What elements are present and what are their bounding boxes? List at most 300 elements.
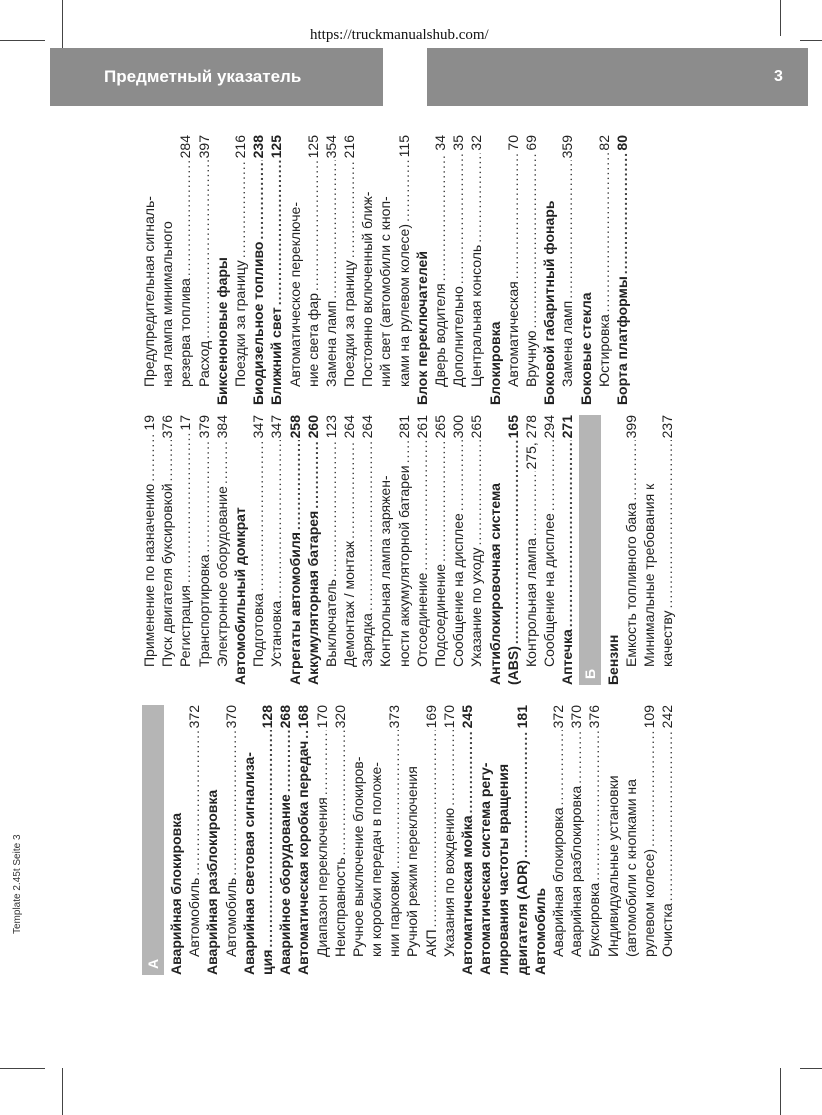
page-ref: 261 (413, 415, 430, 439)
page-ref: 359 (559, 135, 576, 159)
dot-leader (658, 730, 676, 901)
page-ref: 258 (286, 415, 303, 439)
index-subentry (385, 705, 403, 975)
crop-mark (0, 40, 45, 41)
entry-text: Автомобиль (222, 877, 239, 957)
entry-text: Демонтаж / монтаж (341, 540, 358, 667)
index-subentry (522, 135, 540, 405)
page-ref: 384 (213, 415, 230, 439)
page-ref: 70 (504, 135, 521, 151)
index-term (604, 415, 622, 685)
entry-text: Биодизельное топливо (250, 241, 267, 405)
entry-text: Агрегаты автомобиля (286, 532, 303, 685)
template-label: Template 2.45t Seite 3 (12, 834, 23, 934)
entry-text: Антиблокировочная система (486, 483, 503, 685)
index-subentry (431, 415, 449, 685)
source-url[interactable]: https://truckmanualshub.com/ (310, 27, 489, 43)
index-subentry (376, 135, 394, 405)
dot-leader (304, 160, 322, 291)
index-subentry (231, 135, 249, 405)
entry-text: Указания по вождению (440, 807, 457, 957)
index-subentry (403, 705, 421, 975)
index-term (167, 705, 185, 975)
index-subentry (195, 415, 213, 685)
page-ref: 69 (522, 135, 539, 151)
page-ref: 125 (268, 135, 285, 159)
page-ref: 354 (322, 135, 339, 159)
dot-leader (176, 160, 194, 276)
entry-text: Автоматическая (504, 281, 521, 387)
index-term (294, 705, 312, 975)
dot-leader (304, 440, 322, 508)
index-subentry (658, 705, 676, 975)
entry-text: Выключатель (322, 579, 339, 667)
crop-mark (800, 40, 822, 41)
index-subentry (413, 415, 431, 685)
index-subentry (340, 415, 358, 685)
dot-leader (195, 440, 213, 552)
entry-text: Минимальные требования к (640, 483, 657, 667)
page-ref: 115 (395, 135, 412, 158)
index-term (504, 415, 522, 685)
page-ref: 17 (177, 415, 194, 431)
page-ref: 320 (331, 705, 348, 729)
page-ref: 271 (559, 415, 576, 439)
dot-leader (513, 730, 531, 858)
page-ref: 237 (659, 415, 676, 439)
entry-text: Юстировка (595, 314, 612, 387)
index-term (240, 705, 258, 975)
index-term (267, 135, 285, 405)
page-ref: 128 (258, 705, 275, 729)
entry-text: Зарядка (359, 613, 376, 667)
section-letter-header: Б (579, 415, 601, 685)
page-ref: 216 (231, 135, 248, 159)
dot-leader (176, 433, 194, 584)
dot-leader (249, 160, 267, 239)
dot-leader (395, 440, 413, 463)
index-column-1 (140, 705, 676, 975)
index-subentry (422, 705, 440, 975)
page-ref: 376 (159, 415, 176, 439)
entry-text: Контрольная лампа заряжен- (377, 475, 394, 667)
page-ref: 264 (359, 415, 376, 439)
entry-text: (ABS) (504, 646, 521, 685)
index-subentry (395, 415, 413, 685)
index-subentry (540, 415, 558, 685)
entry-text: двигателя (ADR) (513, 860, 530, 975)
index-subentry (195, 135, 213, 405)
page-ref: 32 (468, 135, 485, 151)
dot-leader (322, 160, 340, 298)
crop-mark (62, 0, 63, 55)
entry-text: ками на рулевом колесе) (395, 224, 412, 387)
entry-text: Диапазон переключения (313, 797, 330, 957)
page-ref: 379 (195, 415, 212, 439)
index-subentry (213, 415, 231, 685)
entry-text: Сообщение на дисплее (450, 513, 467, 667)
dot-leader (231, 160, 249, 258)
entry-text: Транспортировка (195, 554, 212, 667)
entry-text: Аварийное оборудование (277, 794, 294, 975)
dot-leader (267, 160, 285, 305)
dot-leader (595, 153, 613, 313)
entry-text: Сообщение на дисплее (541, 513, 558, 667)
index-subentry (313, 705, 331, 975)
entry-text: Аптечка (559, 629, 576, 685)
dot-leader (340, 440, 358, 539)
dot-leader (467, 153, 485, 243)
page-title: Предметный указатель (104, 67, 302, 86)
entry-text: Автоматическая коробка передач (295, 740, 312, 975)
index-term (213, 135, 231, 405)
index-subentry (604, 705, 622, 975)
entry-text: Борта платформы (613, 276, 630, 405)
dot-leader (249, 440, 267, 591)
dot-leader (467, 440, 485, 545)
index-subentry (640, 705, 658, 975)
entry-text: Установка (268, 600, 285, 667)
page-number: 3 (774, 68, 783, 85)
index-term (577, 135, 595, 405)
entry-text: Автомобиль (186, 877, 203, 957)
dot-leader (340, 160, 358, 258)
dot-leader (658, 440, 676, 608)
index-subentry (140, 135, 158, 405)
index-subentry (585, 705, 603, 975)
page-ref: 216 (341, 135, 358, 159)
entry-text: рулевом колесе) (640, 848, 657, 957)
index-content (140, 115, 680, 975)
index-subentry (449, 415, 467, 685)
dot-leader (286, 440, 304, 530)
index-term (613, 135, 631, 405)
index-subentry (158, 415, 176, 685)
entry-text: Аварийная разблокировка (568, 785, 585, 957)
index-subentry (467, 415, 485, 685)
entry-text: Поездки за границу (341, 260, 358, 387)
dot-leader (358, 440, 376, 611)
entry-text: Дверь водителя (432, 283, 448, 387)
dot-leader (385, 730, 403, 869)
page-ref: 281 (395, 415, 412, 439)
index-subentry (322, 135, 340, 405)
page-ref: 376 (586, 705, 603, 729)
entry-text: Автомобиль (531, 887, 548, 975)
dot-leader (195, 160, 213, 338)
entry-text: ности аккумуляторной батареи (395, 465, 412, 667)
crop-mark (800, 1068, 822, 1069)
page-ref: 370 (568, 705, 585, 729)
page-ref: 347 (250, 415, 267, 439)
dot-leader (549, 730, 567, 805)
index-subentry (249, 415, 267, 685)
dot-leader (322, 440, 340, 577)
page-ref: 245 (459, 705, 475, 729)
dot-leader (567, 730, 585, 783)
index-subentry (622, 415, 640, 685)
dot-leader (458, 730, 476, 813)
dot-leader (431, 153, 449, 282)
index-subentry (176, 415, 194, 685)
index-subentry (358, 415, 376, 685)
entry-text: Электронное оборудование (213, 486, 230, 667)
entry-text: Постоянно включенный ближ- (359, 191, 376, 387)
page-ref: 82 (595, 135, 612, 151)
index-term (486, 415, 504, 685)
index-subentry (440, 705, 458, 975)
dot-leader (185, 730, 203, 875)
entry-text: Замена ламп (322, 300, 339, 387)
index-term (513, 705, 531, 975)
entry-text: Ручной режим переключения (404, 766, 421, 957)
dot-leader (622, 440, 640, 500)
index-subentry (449, 135, 467, 405)
index-subentry (376, 415, 394, 685)
index-subentry (558, 135, 576, 405)
entry-text: Поездки за границу (231, 260, 248, 387)
entry-text: Индивидуальные установки (604, 775, 621, 957)
entry-text: ная лампа минимального (159, 221, 176, 387)
index-subentry (158, 135, 176, 405)
dot-leader (222, 730, 240, 875)
entry-text: Аварийная световая сигнализа- (240, 752, 257, 975)
index-column-3 (140, 135, 631, 405)
dot-leader (522, 153, 540, 329)
index-term (531, 705, 549, 975)
entry-text: Расход (195, 340, 212, 387)
index-subentry (322, 415, 340, 685)
page-ref: 170 (440, 705, 457, 729)
dot-leader (522, 472, 540, 537)
page-ref: 165 (504, 415, 521, 439)
dot-leader (558, 440, 576, 627)
section-letter-header: А (142, 705, 164, 975)
index-term (286, 415, 304, 685)
entry-text: Бензин (604, 634, 621, 685)
entry-text: Аварийная блокировка (549, 807, 566, 957)
page-ref: 169 (422, 705, 439, 729)
dot-leader (413, 440, 431, 570)
index-term (413, 135, 431, 405)
entry-text: Указание по уходу (468, 547, 485, 667)
page-ref: 260 (304, 415, 321, 439)
index-subentry (567, 705, 585, 975)
entry-text: Аварийная блокировка (168, 812, 184, 975)
index-subentry (176, 135, 194, 405)
dot-leader (613, 153, 631, 275)
index-subentry (340, 135, 358, 405)
page-ref: 347 (268, 415, 285, 439)
index-term (249, 135, 267, 405)
index-term (476, 705, 494, 975)
index-subentry (140, 415, 158, 685)
entry-text: ция (258, 949, 275, 975)
entry-text: резерва топлива (177, 278, 194, 387)
entry-text: качеству (659, 610, 676, 667)
index-term (494, 705, 512, 975)
entry-text: ний свет (автомобили с кноп- (377, 196, 394, 387)
page-ref: 294 (541, 415, 558, 439)
entry-text: Пуск двигателя буксировкой (159, 483, 176, 667)
index-term (486, 135, 504, 405)
entry-text: Регистрация (177, 585, 194, 667)
entry-text: Центральная консоль (468, 244, 485, 387)
entry-text: АКП (422, 929, 439, 957)
page-ref: 372 (186, 705, 203, 729)
entry-text: лирования частоты вращения (495, 764, 512, 975)
index-subentry (367, 705, 385, 975)
page-ref: 275, 278 (522, 415, 539, 470)
index-term (231, 415, 249, 685)
index-subentry (304, 135, 322, 405)
dot-leader (276, 730, 294, 792)
entry-text: Боковые стекла (577, 292, 594, 405)
index-subentry (431, 135, 449, 405)
page-ref: 300 (450, 415, 467, 439)
index-subentry (267, 415, 285, 685)
index-subentry (622, 705, 640, 975)
dot-leader (449, 440, 467, 511)
page-ref: 242 (659, 705, 676, 729)
entry-text: Блок переключателей (413, 251, 430, 405)
dot-leader (640, 730, 658, 847)
entry-text: Применение по назначению (141, 483, 157, 667)
entry-text: Автомобильный домкрат (231, 507, 248, 685)
dot-leader (140, 433, 158, 482)
dot-leader (431, 440, 449, 562)
index-subentry (395, 135, 413, 405)
dot-leader (331, 730, 349, 855)
index-subentry (349, 705, 367, 975)
entry-text: Дополнительно (450, 286, 467, 387)
entry-text: Подготовка (250, 593, 267, 667)
page-ref: 284 (177, 135, 194, 159)
index-subentry (331, 705, 349, 975)
index-subentry (595, 135, 613, 405)
dot-leader (504, 153, 522, 280)
dot-leader (449, 153, 467, 285)
dot-leader (258, 730, 276, 947)
dot-leader (422, 730, 440, 927)
dot-leader (158, 440, 176, 481)
page-ref: 34 (432, 135, 448, 151)
page-ref: 123 (322, 415, 339, 439)
entry-text: Автоматическая система регу- (477, 762, 494, 975)
dot-leader (585, 730, 603, 880)
entry-text: ние света фар (304, 293, 321, 387)
entry-text: Буксировка (586, 882, 603, 957)
index-column-2 (140, 415, 676, 685)
entry-text: Замена ламп (559, 300, 576, 387)
index-subentry (286, 135, 304, 405)
page-ref: 265 (432, 415, 448, 439)
entry-text: Вручную (522, 330, 539, 387)
index-term (304, 415, 322, 685)
dot-leader (504, 440, 522, 644)
index-subentry (549, 705, 567, 975)
entry-text: Неисправность (331, 857, 348, 957)
index-subentry (467, 135, 485, 405)
index-term (558, 415, 576, 685)
page-ref: 373 (386, 705, 403, 729)
page-ref: 168 (295, 705, 312, 729)
page-ref: 268 (277, 705, 294, 729)
page-ref: 109 (640, 705, 657, 729)
dot-leader (558, 160, 576, 298)
page-ref: 125 (304, 135, 321, 159)
banner-gap (383, 48, 427, 106)
entry-text: ки коробки передач в положе- (368, 762, 385, 957)
index-subentry (658, 415, 676, 685)
entry-text: Блокировка (486, 321, 503, 405)
page-ref: 35 (450, 135, 467, 151)
entry-text: Автоматическое переключе- (286, 202, 303, 387)
page-ref: 264 (341, 415, 358, 439)
index-term (276, 705, 294, 975)
index-subentry (640, 415, 658, 685)
page-ref: 399 (622, 415, 639, 439)
dot-leader (395, 159, 413, 222)
index-subentry (504, 135, 522, 405)
entry-text: Отсоединение (413, 572, 430, 667)
index-subentry (522, 415, 540, 685)
index-subentry (222, 705, 240, 975)
crop-mark (62, 1068, 63, 1115)
crop-mark (0, 1068, 45, 1069)
page-ref: 181 (513, 705, 530, 729)
index-banner (50, 48, 808, 106)
crop-mark (780, 0, 781, 36)
page-ref: 397 (195, 135, 212, 159)
entry-text: Боковой габаритный фонарь (541, 200, 558, 405)
entry-text: Контрольная лампа (522, 538, 539, 667)
entry-text: Автоматическая мойка (459, 815, 475, 975)
dot-leader (294, 730, 312, 738)
page-ref: 370 (222, 705, 239, 729)
entry-text: (автомобили с кнопками на (622, 779, 639, 957)
entry-text: Подсоединение (432, 564, 448, 667)
dot-leader (267, 440, 285, 598)
page-ref: 372 (549, 705, 566, 729)
index-subentry (358, 135, 376, 405)
entry-text: Предупредительная сигналь- (141, 196, 157, 387)
page-ref: 170 (313, 705, 330, 729)
entry-text: Ближний свет (268, 307, 285, 405)
page-ref: 19 (141, 415, 157, 431)
index-term (540, 135, 558, 405)
index-subentry (185, 705, 203, 975)
entry-text: Емкость топливного бака (622, 502, 639, 667)
dot-leader (540, 440, 558, 511)
index-term (203, 705, 221, 975)
index-term (258, 705, 276, 975)
dot-leader (440, 730, 458, 806)
dot-leader (313, 730, 331, 795)
entry-text: Аварийная разблокировка (204, 789, 221, 975)
dot-leader (213, 440, 231, 484)
page-ref: 238 (250, 135, 267, 159)
entry-text: Биксеноновые фары (213, 257, 230, 405)
index-term (458, 705, 476, 975)
entry-text: Аккумуляторная батарея (304, 510, 321, 685)
page-ref: 80 (613, 135, 630, 151)
entry-text: Ручное выключение блокиров- (349, 756, 366, 957)
entry-text: нии парковки (386, 871, 403, 957)
entry-text: Очистка (659, 903, 676, 957)
crop-mark (780, 1068, 781, 1115)
page-ref: 265 (468, 415, 485, 439)
